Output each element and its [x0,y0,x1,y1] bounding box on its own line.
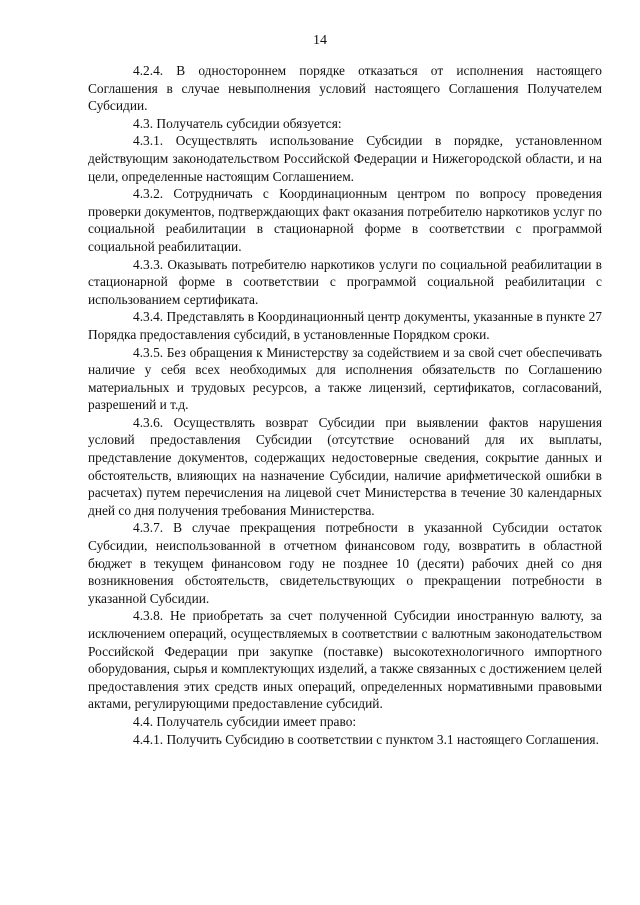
paragraph-4-3-3: 4.3.3. Оказывать потребителю наркотиков услуги по социальной реабилитации в стационарной форме в соответствии с программой социальной реабилитации с использованием сертификата. [88,256,602,307]
document-body [88,62,602,748]
paragraph-4-4-1: 4.4.1. Получить Субсидию в соответствии с пунктом 3.1 настоящего Соглашения. [133,731,599,747]
paragraph-4-3-1: 4.3.1. Осуществлять использование Субсидии в порядке, установленном действующим законодательством Российской Федерации и Нижегородской области, и на цели, определенные настоящим Соглашением. [88,133,602,184]
paragraph-4-4: 4.4. Получатель субсидии имеет право: [133,713,357,729]
paragraph-4-3: 4.3. Получатель субсидии обязуется: [133,115,342,131]
paragraph-4-3-2: 4.3.2. Сотрудничать с Координационным центром по вопросу проведения проверки документов, подтверждающих факт оказания потребителю наркотиков услуг по социальной реабилитации в стационарной форме в соответствии с программой социальной реабилитации. [88,186,602,254]
paragraph-4-3-6: 4.3.6. Осуществлять возврат Субсидии при выявлении фактов нарушения условий предоставления Субсидии (отсутствие оснований для их выплаты, представление документов, содержащих недостоверные сведения, сокрытие данных и обстоятельств, влияющих на назначение Субсидии, наличие арифметической ошибки в расчетах) путем перечисления на лицевой счет Министерства в течение 30 календарных дней со дня получения требования Министерства. [88,414,602,518]
page-number: 14 [313,33,327,48]
paragraph-4-3-4: 4.3.4. Представлять в Координационный центр документы, указанные в пункте 27 Порядка предоставления субсидий, в установленные Порядком сроки. [88,309,602,342]
paragraph-4-3-8: 4.3.8. Не приобретать за счет полученной Субсидии иностранную валюту, за исключением операций, осуществляемых в соответствии с валютным законодательством Российской Федерации при закупке (поставке) высокотехнологичного импортного оборудования, сырья и комплектующих изделий, а также связанных с достижением целей предоставления этих средств иных операций, определенных нормативными правовыми актами, регулирующими предоставление субсидий. [88,608,602,712]
paragraph-4-3-7: 4.3.7. В случае прекращения потребности в указанной Субсидии остаток Субсидии, неиспользованной в отчетном финансовом году, возвратить в областной бюджет в текущем финансовом году не позднее 10 (десяти) рабочих дней со дня возникновения обстоятельств, свидетельствующих о прекращении потребности в указанной Субсидии. [88,520,602,606]
paragraph-4-2-4: 4.2.4. В одностороннем порядке отказаться от исполнения настоящего Соглашения в случае невыполнения условий настоящего Соглашения Получателем Субсидии. [88,63,602,114]
paragraph-4-3-5: 4.3.5. Без обращения к Министерству за содействием и за свой счет обеспечивать наличие у себя всех необходимых для исполнения обязательств по Соглашению материальных и трудовых ресурсов, а также лицензий, сертификатов, согласований, разрешений и т.д. [88,344,602,413]
